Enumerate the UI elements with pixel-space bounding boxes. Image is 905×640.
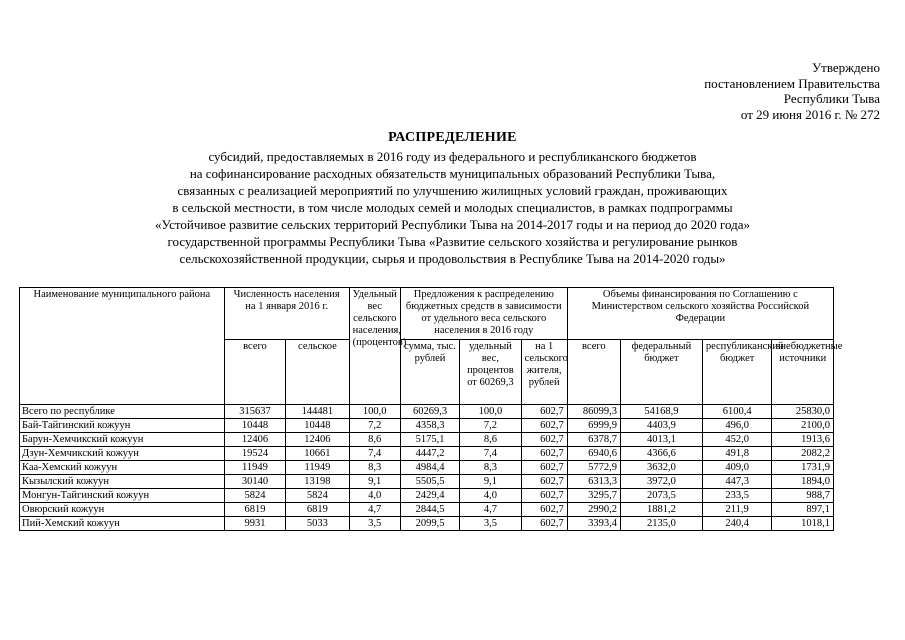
cell-vol-federal: 2135,0	[620, 517, 702, 531]
cell-rural-share: 8,3	[349, 461, 400, 475]
approval-line: Утверждено	[811, 60, 880, 75]
cell-prop-sum: 5505,5	[400, 475, 459, 489]
cell-rural-share: 7,2	[349, 419, 400, 433]
cell-prop-per-resident: 602,7	[521, 475, 567, 489]
cell-prop-share: 4,0	[460, 489, 521, 503]
cell-vol-extrabudget: 1018,1	[772, 517, 834, 531]
cell-district: Барун-Хемчикский кожуун	[20, 433, 225, 447]
cell-rural-share: 4,0	[349, 489, 400, 503]
cell-pop-total: 10448	[224, 419, 285, 433]
cell-prop-sum: 2099,5	[400, 517, 459, 531]
cell-prop-sum: 2429,4	[400, 489, 459, 503]
cell-district: Кызылский кожуун	[20, 475, 225, 489]
cell-vol-federal: 4366,6	[620, 447, 702, 461]
cell-district: Каа-Хемский кожуун	[20, 461, 225, 475]
document-title: РАСПРЕДЕЛЕНИЕ	[388, 130, 517, 145]
cell-vol-total: 5772,9	[567, 461, 620, 475]
cell-rural-share: 9,1	[349, 475, 400, 489]
cell-vol-federal: 1881,2	[620, 503, 702, 517]
cell-vol-extrabudget: 2082,2	[772, 447, 834, 461]
cell-rural-share: 3,5	[349, 517, 400, 531]
cell-prop-sum: 5175,1	[400, 433, 459, 447]
cell-pop-rural: 10661	[286, 447, 349, 461]
cell-prop-per-resident: 602,7	[521, 433, 567, 447]
approval-line: от 29 июня 2016 г. № 272	[740, 106, 880, 122]
cell-district: Овюрский кожуун	[20, 503, 225, 517]
header-pop-total: всего	[224, 340, 285, 405]
subtitle-line: субсидий, предоставляемых в 2016 году из федерального и республиканского бюджетов	[208, 149, 697, 164]
table-row	[20, 503, 834, 517]
cell-rural-share: 100,0	[349, 405, 400, 419]
cell-pop-total: 5824	[224, 489, 285, 503]
cell-vol-total: 2990,2	[567, 503, 620, 517]
cell-prop-sum: 4447,2	[400, 447, 459, 461]
cell-prop-sum: 60269,3	[400, 405, 459, 419]
cell-pop-rural: 11949	[286, 461, 349, 475]
cell-vol-total: 3393,4	[567, 517, 620, 531]
header-proposals: Предложения к распределению бюджетных средств в зависимости от удельного веса сельского населения в 2016 году	[400, 288, 567, 340]
table-row	[20, 475, 834, 489]
cell-district: Бай-Тайгинский кожуун	[20, 419, 225, 433]
cell-vol-total: 6313,3	[567, 475, 620, 489]
cell-prop-per-resident: 602,7	[521, 461, 567, 475]
subtitle-line: «Устойчивое развитие сельских территорий Республики Тыва на 2014-2017 годы и на период до 2020 года»	[154, 217, 750, 232]
header-financing-volumes: Объемы финансирования по Соглашению с Министерством сельского хозяйства Российской Федерации	[567, 288, 833, 340]
cell-vol-extrabudget: 2100,0	[772, 419, 834, 433]
cell-prop-share: 7,2	[460, 419, 521, 433]
cell-vol-republic: 409,0	[702, 461, 772, 475]
cell-rural-share: 8,6	[349, 433, 400, 447]
cell-vol-extrabudget: 1913,6	[772, 433, 834, 447]
approval-line: постановлением Правительства	[704, 75, 880, 91]
cell-vol-republic: 491,8	[702, 447, 772, 461]
table-row	[20, 461, 834, 475]
approval-block	[620, 60, 880, 122]
cell-prop-share: 4,7	[460, 503, 521, 517]
cell-vol-republic: 6100,4	[702, 405, 772, 419]
cell-vol-total: 6999,9	[567, 419, 620, 433]
cell-pop-total: 12406	[224, 433, 285, 447]
header-prop-per-resident: на 1 сельского жителя, рублей	[521, 340, 567, 405]
cell-district: Всего по республике	[20, 405, 225, 419]
cell-pop-rural: 144481	[286, 405, 349, 419]
cell-vol-federal: 3972,0	[620, 475, 702, 489]
table-row	[20, 517, 834, 531]
cell-pop-total: 11949	[224, 461, 285, 475]
cell-pop-rural: 5033	[286, 517, 349, 531]
cell-district: Монгун-Тайгинский кожуун	[20, 489, 225, 503]
cell-rural-share: 7,4	[349, 447, 400, 461]
table-row	[20, 489, 834, 503]
cell-pop-rural: 13198	[286, 475, 349, 489]
cell-pop-rural: 12406	[286, 433, 349, 447]
cell-prop-share: 100,0	[460, 405, 521, 419]
cell-pop-rural: 6819	[286, 503, 349, 517]
document-subtitle	[0, 148, 905, 267]
cell-vol-total: 6940,6	[567, 447, 620, 461]
table-row	[20, 405, 834, 419]
table-row	[20, 447, 834, 461]
cell-prop-per-resident: 602,7	[521, 405, 567, 419]
cell-vol-extrabudget: 988,7	[772, 489, 834, 503]
cell-vol-total: 86099,3	[567, 405, 620, 419]
table-row	[20, 433, 834, 447]
cell-prop-per-resident: 602,7	[521, 503, 567, 517]
header-rural-share: Удельный вес сельского населения, (процентов)	[349, 288, 400, 405]
cell-vol-republic: 496,0	[702, 419, 772, 433]
cell-pop-rural: 10448	[286, 419, 349, 433]
cell-prop-share: 7,4	[460, 447, 521, 461]
cell-pop-total: 9931	[224, 517, 285, 531]
subtitle-line: связанных с реализацией мероприятий по улучшению жилищных условий граждан, проживающих	[177, 183, 728, 198]
cell-pop-total: 19524	[224, 447, 285, 461]
header-vol-federal: федеральный бюджет	[620, 340, 702, 405]
distribution-table	[19, 287, 843, 531]
cell-prop-per-resident: 602,7	[521, 419, 567, 433]
cell-vol-extrabudget: 1731,9	[772, 461, 834, 475]
cell-prop-sum: 2844,5	[400, 503, 459, 517]
cell-vol-total: 6378,7	[567, 433, 620, 447]
cell-vol-federal: 4403,9	[620, 419, 702, 433]
subtitle-line: на софинансирование расходных обязательств муниципальных образований Республики Тыва,	[189, 166, 716, 181]
header-vol-republic: республиканский бюджет	[702, 340, 772, 405]
cell-district: Дзун-Хемчикский кожуун	[20, 447, 225, 461]
cell-prop-share: 3,5	[460, 517, 521, 531]
cell-rural-share: 4,7	[349, 503, 400, 517]
header-pop-rural: сельское	[286, 340, 349, 405]
cell-vol-republic: 240,4	[702, 517, 772, 531]
cell-prop-per-resident: 602,7	[521, 489, 567, 503]
cell-prop-share: 8,6	[460, 433, 521, 447]
cell-vol-federal: 2073,5	[620, 489, 702, 503]
cell-prop-per-resident: 602,7	[521, 447, 567, 461]
cell-vol-extrabudget: 897,1	[772, 503, 834, 517]
cell-vol-republic: 447,3	[702, 475, 772, 489]
cell-pop-total: 6819	[224, 503, 285, 517]
cell-prop-sum: 4358,3	[400, 419, 459, 433]
subtitle-line: в сельской местности, в том числе молодых семей и молодых специалистов, в рамках подпрограммы	[172, 200, 733, 215]
cell-district: Пий-Хемский кожуун	[20, 517, 225, 531]
header-prop-share: удельный вес, процентов от 60269,3	[460, 340, 521, 405]
cell-pop-total: 30140	[224, 475, 285, 489]
header-population: Численность населения на 1 января 2016 г.	[224, 288, 349, 340]
cell-vol-federal: 4013,1	[620, 433, 702, 447]
cell-vol-republic: 233,5	[702, 489, 772, 503]
header-vol-extrabudget: внебюджетные источники	[772, 340, 834, 405]
header-vol-total: всего	[567, 340, 620, 405]
approval-line: Республики Тыва	[783, 91, 880, 106]
cell-vol-republic: 452,0	[702, 433, 772, 447]
subtitle-line: сельскохозяйственной продукции, сырья и продовольствия в Республике Тыва на 2014-2020 годы»	[179, 251, 726, 266]
cell-vol-federal: 54168,9	[620, 405, 702, 419]
cell-pop-total: 315637	[224, 405, 285, 419]
table-row	[20, 419, 834, 433]
header-prop-sum: сумма, тыс. рублей	[400, 340, 459, 405]
cell-vol-republic: 211,9	[702, 503, 772, 517]
cell-vol-extrabudget: 25830,0	[772, 405, 834, 419]
subtitle-line: государственной программы Республики Тыва «Развитие сельского хозяйства и регулирование рынков	[167, 234, 738, 249]
cell-prop-sum: 4984,4	[400, 461, 459, 475]
cell-vol-federal: 3632,0	[620, 461, 702, 475]
cell-pop-rural: 5824	[286, 489, 349, 503]
cell-prop-share: 9,1	[460, 475, 521, 489]
cell-vol-extrabudget: 1894,0	[772, 475, 834, 489]
cell-prop-per-resident: 602,7	[521, 517, 567, 531]
cell-prop-share: 8,3	[460, 461, 521, 475]
header-district: Наименование муниципального района	[20, 288, 225, 405]
cell-vol-total: 3295,7	[567, 489, 620, 503]
